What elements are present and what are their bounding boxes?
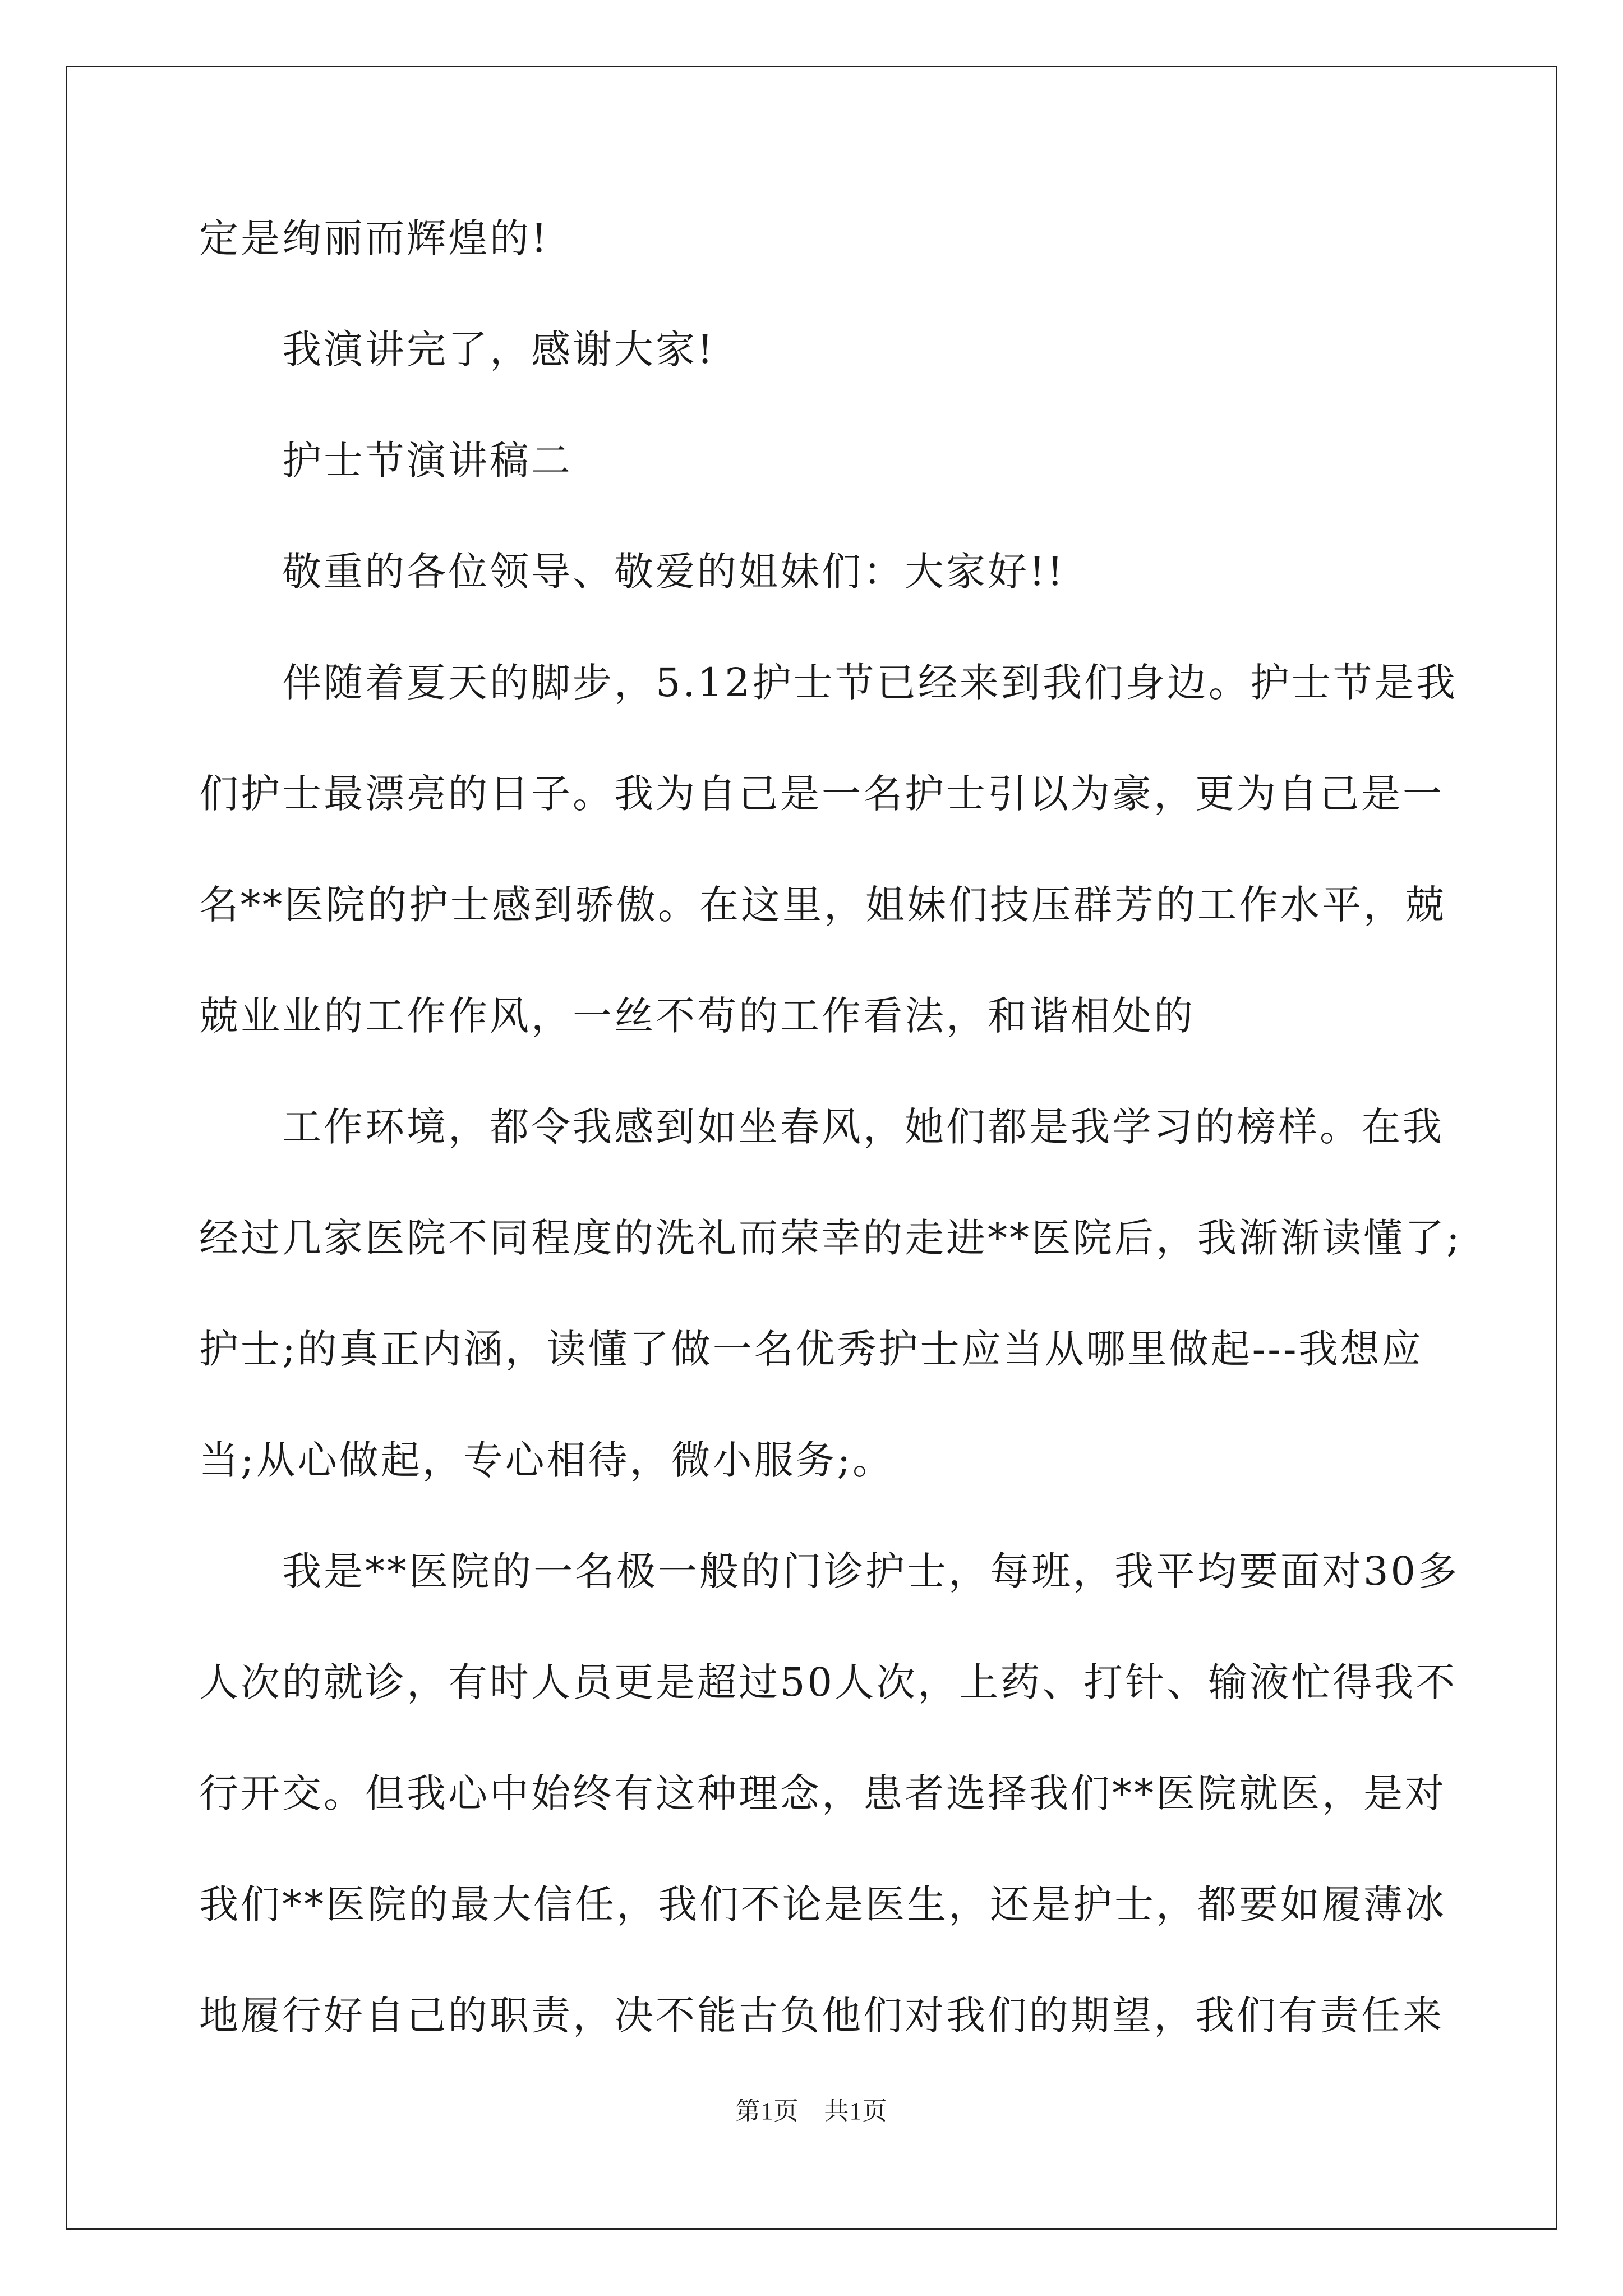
text-line: 兢业业的工作作风，一丝不苟的工作看法，和谐相处的 [199,993,1195,1039]
text-line: 我演讲完了，感谢大家! [282,326,716,372]
text-line: 们护士最漂亮的日子。我为自己是一名护士引以为豪，更为自己是一 [199,771,1444,817]
text-line: 伴随着夏天的脚步，5.12护士节已经来到我们身边。护士节是我 [282,660,1458,706]
text-line: 行开交。但我心中始终有这种理念，患者选择我们**医院就医，是对 [199,1770,1446,1816]
text-line: 我是**医院的一名极一般的门诊护士，每班，我平均要面对30多 [282,1548,1460,1594]
text-line: 敬重的各位领导、敬爱的姐妹们：大家好!! [282,549,1066,595]
text-line: 当;从心做起，专心相待，微小服务;。 [199,1437,895,1483]
text-line: 名**医院的护士感到骄傲。在这里，姐妹们技压群芳的工作水平，兢 [199,882,1446,928]
section-heading: 护士节演讲稿二 [282,438,573,484]
text-line: 我们**医院的最大信任，我们不论是医生，还是护士，都要如履薄冰 [199,1881,1446,1927]
text-line: 工作环境，都令我感到如坐春风，她们都是我学习的榜样。在我 [282,1104,1444,1150]
text-line: 人次的就诊，有时人员更是超过50人次，上药、打针、输液忙得我不 [199,1659,1458,1705]
text-line: 地履行好自己的职责，决不能古负他们对我们的期望，我们有责任来 [199,1993,1444,2039]
text-line: 护士;的真正内涵，读懂了做一名优秀护士应当从哪里做起---我想应 [199,1326,1423,1372]
text-line: 经过几家医院不同程度的洗礼而荣幸的走进**医院后，我渐渐读懂了; [199,1215,1462,1261]
page-number-footer: 第1页 共1页 [735,2097,888,2125]
text-line: 定是绚丽而辉煌的! [199,215,550,261]
